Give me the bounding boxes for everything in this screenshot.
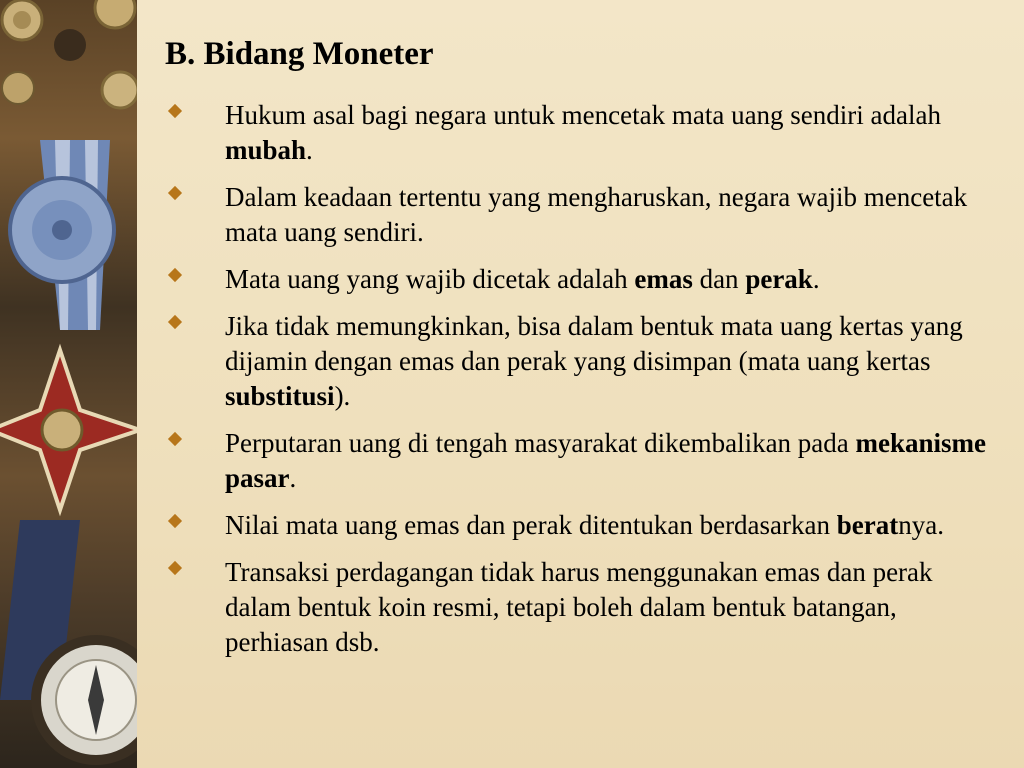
- bullet-list: [168, 98, 998, 672]
- bullet-emphasis: substitusi: [225, 381, 335, 411]
- bullet-text: Perputaran uang di tengah masyarakat dikembalikan pada: [225, 428, 856, 458]
- diamond-bullet-icon: [168, 315, 182, 329]
- diamond-bullet-icon: [168, 432, 182, 446]
- bullet-text: .: [306, 135, 313, 165]
- bullet-emphasis: emas: [634, 264, 693, 294]
- list-item: [168, 555, 998, 660]
- bullet-text: Transaksi perdagangan tidak harus menggunakan emas dan perak dalam bentuk koin resmi, tetapi boleh dalam bentuk batangan, perhiasan dsb.: [225, 557, 933, 657]
- medal-compass-icon: [0, 0, 137, 768]
- bullet-text: dan: [692, 264, 746, 294]
- bullet-text: nya.: [898, 510, 944, 540]
- diamond-bullet-icon: [168, 561, 182, 575]
- list-item: [168, 508, 998, 543]
- diamond-bullet-icon: [168, 186, 182, 200]
- bullet-text: Jika tidak memungkinkan, bisa dalam bentuk mata uang kertas yang dijamin dengan emas dan perak yang disimpan (mata uang kertas: [225, 311, 963, 376]
- diamond-bullet-icon: [168, 104, 182, 118]
- bullet-emphasis: mekanisme pasar: [225, 428, 987, 493]
- list-item: [168, 180, 998, 250]
- bullet-emphasis: mubah: [225, 135, 307, 165]
- diamond-bullet-icon: [168, 268, 182, 282]
- bullet-text: Mata uang yang wajib dicetak adalah: [225, 264, 635, 294]
- diamond-bullet-icon: [168, 514, 182, 528]
- bullet-text: ).: [334, 381, 351, 411]
- bullet-text: Nilai mata uang emas dan perak ditentukan berdasarkan: [225, 510, 837, 540]
- bullet-text: .: [812, 264, 820, 294]
- bullet-emphasis: berat: [836, 510, 899, 540]
- list-item: [168, 309, 998, 414]
- bullet-emphasis: perak: [745, 264, 813, 294]
- list-item: [168, 426, 998, 496]
- decorative-photo-strip: [0, 0, 137, 768]
- bullet-text: .: [289, 463, 297, 493]
- bullet-text: Hukum asal bagi negara untuk mencetak mata uang sendiri adalah: [225, 100, 941, 130]
- bullet-text: Dalam keadaan tertentu yang mengharuskan, negara wajib mencetak mata uang sendiri.: [225, 182, 968, 247]
- slide-title: B. Bidang Moneter: [165, 36, 434, 72]
- list-item: [168, 98, 998, 168]
- list-item: [168, 262, 998, 297]
